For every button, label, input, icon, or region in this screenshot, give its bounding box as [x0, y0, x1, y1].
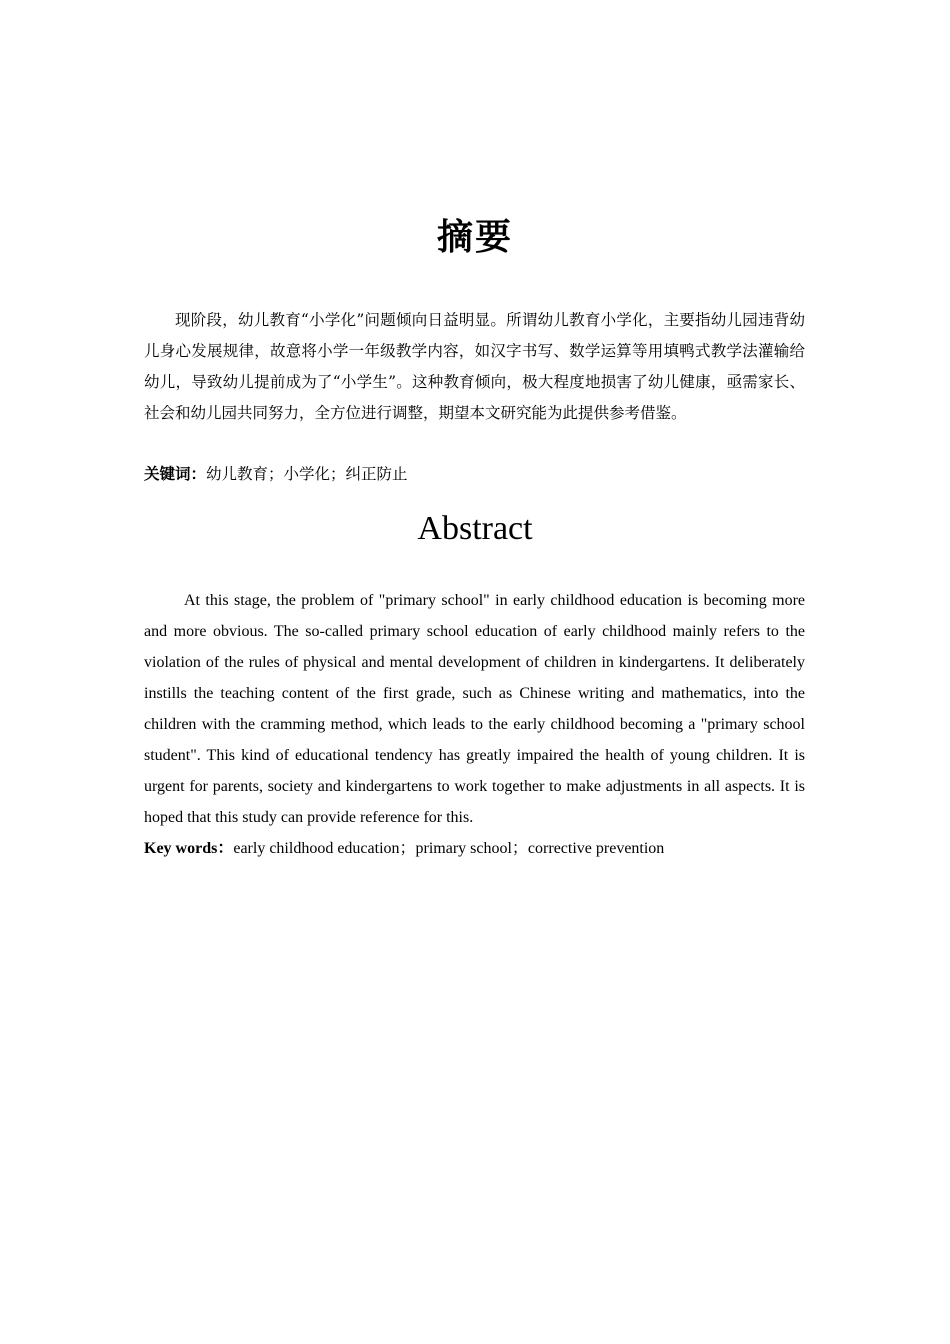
english-abstract-title: Abstract: [417, 510, 533, 547]
english-abstract-body: At this stage, the problem of "primary school" in early childhood education is becoming more and more obvious. The so-called primary school education of early childhood mainly refers to the violation of the rules of physical and mental development of children in kindergartens. It deliberately instills the teaching content of the first grade, such as Chinese writing and mathematics, into the children with the cramming method, which leads to the early childhood becoming a "primary school student". This kind of educational tendency has greatly impaired the health of young children. It is urgent for parents, society and kindergartens to work together to make adjustments in all aspects. It is hoped that this study can provide reference for this.: [144, 592, 805, 826]
english-keywords-label: Key words：: [144, 840, 234, 857]
chinese-keywords-label: 关键词：: [144, 465, 207, 483]
chinese-keywords-text: 幼儿教育；小学化；纠正防止: [206, 465, 408, 483]
english-keywords: [144, 833, 805, 864]
chinese-abstract-body: 现阶段，幼儿教育“小学化”问题倾向日益明显。所谓幼儿教育小学化，主要指幼儿园违背幼儿身心发展规律，故意将小学一年级教学内容，如汉字书写、数学运算等用填鸭式教学法灌输给幼儿，导致幼儿提前成为了“小学生”。这种教育倾向，极大程度地损害了幼儿健康，亟需家长、社会和幼儿园共同努力，全方位进行调整，期望本文研究能为此提供参考借鉴。: [144, 311, 805, 422]
chinese-keywords: [144, 459, 805, 490]
english-keywords-text: early childhood education；primary school；corrective prevention: [233, 840, 665, 857]
chinese-abstract-title: 摘要: [436, 217, 513, 258]
